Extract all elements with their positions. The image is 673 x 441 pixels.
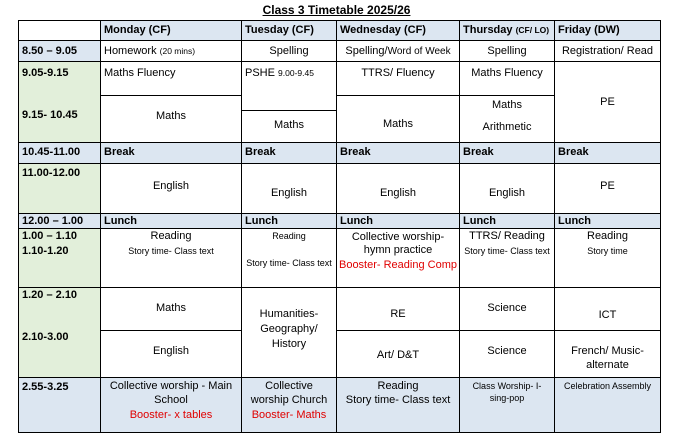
lesson-cell: Maths xyxy=(336,95,460,143)
lesson-cell: Collective worship- hymn practice Booster- Reading Comp xyxy=(336,228,460,288)
lesson-cell: PE xyxy=(554,61,661,143)
break-cell: Break xyxy=(100,142,242,164)
page-title: Class 3 Timetable 2025/26 xyxy=(262,3,411,17)
lesson-cell: Reading Story time- Class text xyxy=(241,228,337,288)
lesson-cell: Celebration Assembly xyxy=(554,377,661,433)
lesson-cell: Maths Fluency xyxy=(459,61,555,96)
lesson-cell: ICT xyxy=(554,287,661,331)
lesson-cell: English xyxy=(336,163,460,214)
time-cell: 1.00 – 1.10 1.10-1.20 xyxy=(18,228,101,288)
header-monday: Monday (CF) xyxy=(100,20,242,41)
time-cell: 12.00 – 1.00 xyxy=(18,213,101,229)
lesson-cell: Spelling xyxy=(241,40,337,62)
time-cell: 11.00-12.00 xyxy=(18,163,101,214)
break-cell: Break xyxy=(336,142,460,164)
time-cell: 1.20 – 2.10 2.10-3.00 xyxy=(18,287,101,378)
header-thursday: Thursday (CF/ LO) xyxy=(459,20,555,41)
lesson-cell: PSHE 9.00-9.45 xyxy=(241,61,337,111)
lesson-cell: English xyxy=(100,330,242,378)
lesson-cell: Maths xyxy=(241,110,337,143)
lesson-cell: English xyxy=(459,163,555,214)
lesson-cell: Maths xyxy=(100,287,242,331)
break-cell: Break xyxy=(554,142,661,164)
header-tuesday: Tuesday (CF) xyxy=(241,20,337,41)
header-wednesday: Wednesday (CF) xyxy=(336,20,460,41)
lesson-cell: TTRS/ Reading Story time- Class text xyxy=(459,228,555,288)
time-cell: 9.05-9.15 9.15- 10.45 xyxy=(18,61,101,143)
lesson-cell: Reading Story time- Class text xyxy=(336,377,460,433)
lesson-cell: Registration/ Read xyxy=(554,40,661,62)
lesson-cell: Homework (20 mins) xyxy=(100,40,242,62)
time-cell: 2.55-3.25 xyxy=(18,377,101,433)
header-friday: Friday (DW) xyxy=(554,20,661,41)
lunch-cell: Lunch xyxy=(554,213,661,229)
lesson-cell: Spelling xyxy=(459,40,555,62)
lesson-cell: Spelling/Word of Week xyxy=(336,40,460,62)
time-cell: 8.50 – 9.05 xyxy=(18,40,101,62)
lesson-cell: TTRS/ Fluency xyxy=(336,61,460,96)
lesson-cell: Collective worship Church Booster- Maths xyxy=(241,377,337,433)
lesson-cell: Science xyxy=(459,330,555,378)
lunch-cell: Lunch xyxy=(459,213,555,229)
header-corner xyxy=(18,20,101,41)
lesson-cell: Humanities- Geography/ History xyxy=(241,287,337,378)
lunch-cell: Lunch xyxy=(100,213,242,229)
lesson-cell: Collective worship - Main School Booster- x tables xyxy=(100,377,242,433)
lesson-cell: Art/ D&T xyxy=(336,330,460,378)
lesson-cell: Maths Fluency xyxy=(100,61,242,96)
lesson-cell: French/ Music- alternate xyxy=(554,330,661,378)
lunch-cell: Lunch xyxy=(241,213,337,229)
lesson-cell: PE xyxy=(554,163,661,214)
lunch-cell: Lunch xyxy=(336,213,460,229)
lesson-cell: Reading Story time- Class text xyxy=(100,228,242,288)
lesson-cell: Science xyxy=(459,287,555,331)
lesson-cell: English xyxy=(241,163,337,214)
time-cell: 10.45-11.00 xyxy=(18,142,101,164)
break-cell: Break xyxy=(241,142,337,164)
lesson-cell: RE xyxy=(336,287,460,331)
break-cell: Break xyxy=(459,142,555,164)
lesson-cell: Maths xyxy=(100,95,242,143)
lesson-cell: Class Worship- I- sing-pop xyxy=(459,377,555,433)
lesson-cell: Reading Story time xyxy=(554,228,661,288)
lesson-cell: English xyxy=(100,163,242,214)
lesson-cell: Maths Arithmetic xyxy=(459,95,555,143)
